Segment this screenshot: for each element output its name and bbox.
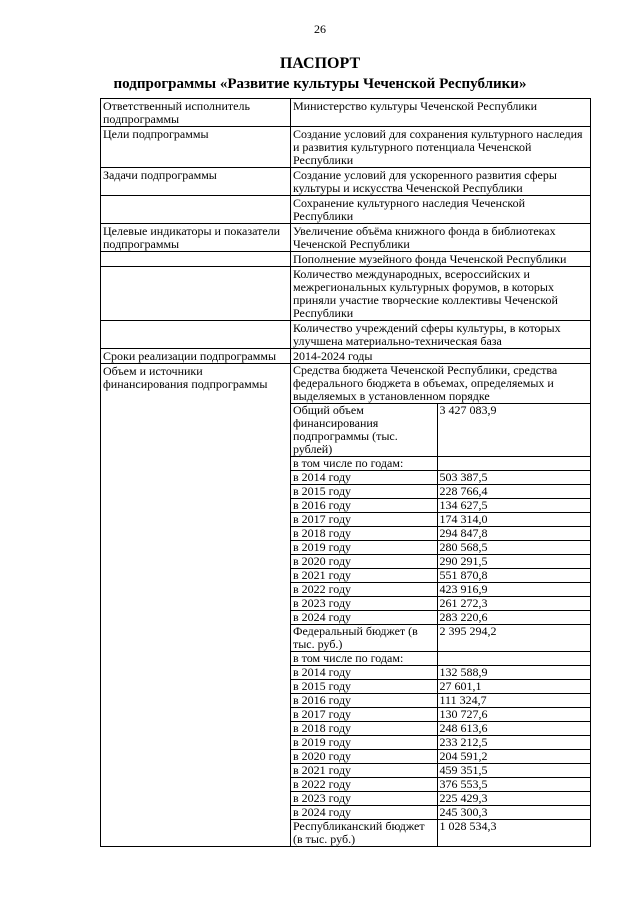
- financing-item: [291, 527, 590, 541]
- row-label: Цели подпрограммы: [101, 127, 291, 168]
- financing-item: [291, 736, 590, 750]
- financing-item-value: 27 601,1: [437, 680, 590, 694]
- financing-item: [291, 778, 590, 792]
- financing-item-label: в 2023 году: [291, 597, 437, 611]
- financing-item-value: 294 847,8: [437, 527, 590, 541]
- row-label: [101, 267, 291, 321]
- financing-item-label: в 2019 году: [291, 736, 437, 750]
- financing-item-label: в 2017 году: [291, 708, 437, 722]
- financing-item: [291, 555, 590, 569]
- financing-label: Объем и источники финансирования подпрограммы: [101, 364, 291, 847]
- financing-item-label: в 2018 году: [291, 722, 437, 736]
- page-number: 26: [314, 22, 326, 36]
- row-value: Пополнение музейного фонда Чеченской Республики: [291, 252, 591, 267]
- financing-detail: [291, 364, 591, 847]
- financing-item-value: 228 766,4: [437, 485, 590, 499]
- financing-item: [291, 806, 590, 820]
- row-value: Количество международных, всероссийских и межрегиональных культурных форумов, в которых приняли участие творческие коллективы Чеченской Республики: [291, 267, 591, 321]
- financing-item: [291, 541, 590, 555]
- financing-item-label: в том числе по годам:: [291, 457, 437, 471]
- financing-item: [291, 680, 590, 694]
- row-label: [101, 196, 291, 224]
- financing-item-value: [437, 652, 590, 666]
- financing-item-value: 204 591,2: [437, 750, 590, 764]
- financing-item-label: в 2016 году: [291, 694, 437, 708]
- financing-item-label: в 2015 году: [291, 680, 437, 694]
- financing-item-value: 248 613,6: [437, 722, 590, 736]
- row-label: Задачи подпрограммы: [101, 168, 291, 196]
- financing-item-label: в 2018 году: [291, 527, 437, 541]
- financing-item-label: в 2020 году: [291, 750, 437, 764]
- financing-item-value: 290 291,5: [437, 555, 590, 569]
- row-value: Сохранение культурного наследия Чеченской Республики: [291, 196, 591, 224]
- passport-row: [101, 127, 591, 168]
- financing-item-value: 503 387,5: [437, 471, 590, 485]
- financing-item: [291, 513, 590, 527]
- financing-table: [291, 364, 590, 846]
- passport-row: [101, 224, 591, 252]
- financing-item-value: 2 395 294,2: [437, 625, 590, 652]
- financing-item-value: 261 272,3: [437, 597, 590, 611]
- row-label: [101, 252, 291, 267]
- financing-item-value: 130 727,6: [437, 708, 590, 722]
- financing-item-value: 551 870,8: [437, 569, 590, 583]
- financing-item-value: 283 220,6: [437, 611, 590, 625]
- financing-item-value: 459 351,5: [437, 764, 590, 778]
- financing-item: [291, 597, 590, 611]
- row-label: Целевые индикаторы и показатели подпрограммы: [101, 224, 291, 252]
- passport-row: [101, 267, 591, 321]
- financing-item-value: 280 568,5: [437, 541, 590, 555]
- row-label: [101, 321, 291, 349]
- financing-item-value: 233 212,5: [437, 736, 590, 750]
- financing-item-value: 111 324,7: [437, 694, 590, 708]
- financing-item: [291, 611, 590, 625]
- financing-item-label: в 2017 году: [291, 513, 437, 527]
- financing-item: [291, 764, 590, 778]
- financing-item: [291, 722, 590, 736]
- document-title: ПАСПОРТ: [279, 55, 361, 72]
- passport-row: [101, 196, 591, 224]
- financing-intro: Средства бюджета Чеченской Республики, средства федерального бюджета в объемах, определяемых и выделяемых в установленном порядке: [291, 364, 590, 404]
- financing-item-label: в 2021 году: [291, 569, 437, 583]
- financing-item-label: в 2014 году: [291, 471, 437, 485]
- document-subtitle: подпрограммы «Развитие культуры Чеченской Республики»: [113, 76, 527, 92]
- financing-item-label: в 2021 году: [291, 764, 437, 778]
- financing-item-label: в 2020 году: [291, 555, 437, 569]
- financing-item-label: в 2019 году: [291, 541, 437, 555]
- financing-item: [291, 694, 590, 708]
- financing-item-label: в том числе по годам:: [291, 652, 437, 666]
- financing-item-label: в 2023 году: [291, 792, 437, 806]
- passport-row: [101, 168, 591, 196]
- financing-item-value: 3 427 083,9: [437, 404, 590, 457]
- financing-item: [291, 569, 590, 583]
- financing-item-value: 225 429,3: [437, 792, 590, 806]
- financing-item-value: 132 588,9: [437, 666, 590, 680]
- financing-item: [291, 583, 590, 597]
- passport-row: [101, 349, 591, 364]
- financing-item: [291, 792, 590, 806]
- financing-item-value: 174 314,0: [437, 513, 590, 527]
- financing-item-label: в 2024 году: [291, 611, 437, 625]
- financing-item-value: [437, 457, 590, 471]
- financing-item: [291, 666, 590, 680]
- financing-item-label: Федеральный бюджет (в тыс. руб.): [291, 625, 437, 652]
- financing-item-value: 245 300,3: [437, 806, 590, 820]
- passport-table: [100, 98, 591, 847]
- row-label: Сроки реализации подпрограммы: [101, 349, 291, 364]
- financing-item-label: в 2014 году: [291, 666, 437, 680]
- row-value: 2014-2024 годы: [291, 349, 591, 364]
- financing-item: [291, 471, 590, 485]
- row-value: Создание условий для сохранения культурного наследия и развития культурного потенциала Чеченской Республики: [291, 127, 591, 168]
- financing-item-label: Общий объем финансирования подпрограммы (тыс. рублей): [291, 404, 437, 457]
- financing-item-label: в 2022 году: [291, 583, 437, 597]
- financing-item: [291, 652, 590, 666]
- financing-row: [101, 364, 591, 847]
- financing-item: [291, 404, 590, 457]
- row-value: Министерство культуры Чеченской Республики: [291, 99, 591, 127]
- financing-item-value: 1 028 534,3: [437, 820, 590, 847]
- financing-item: [291, 625, 590, 652]
- financing-item: [291, 820, 590, 847]
- row-value: Количество учреждений сферы культуры, в которых улучшена материально-техническая база: [291, 321, 591, 349]
- financing-item: [291, 457, 590, 471]
- financing-item-value: 423 916,9: [437, 583, 590, 597]
- passport-row: [101, 321, 591, 349]
- passport-row: [101, 99, 591, 127]
- row-value: Создание условий для ускоренного развития сферы культуры и искусства Чеченской Республики: [291, 168, 591, 196]
- financing-item-value: 134 627,5: [437, 499, 590, 513]
- row-value: Увеличение объёма книжного фонда в библиотеках Чеченской Республики: [291, 224, 591, 252]
- financing-item-label: Республиканский бюджет (в тыс. руб.): [291, 820, 437, 847]
- financing-item-label: в 2024 году: [291, 806, 437, 820]
- financing-item-label: в 2016 году: [291, 499, 437, 513]
- financing-item-label: в 2015 году: [291, 485, 437, 499]
- financing-item: [291, 750, 590, 764]
- financing-item-label: в 2022 году: [291, 778, 437, 792]
- financing-item: [291, 485, 590, 499]
- financing-item: [291, 708, 590, 722]
- financing-item: [291, 499, 590, 513]
- financing-item-value: 376 553,5: [437, 778, 590, 792]
- row-label: Ответственный исполнитель подпрограммы: [101, 99, 291, 127]
- passport-table-body: [101, 99, 591, 847]
- passport-row: [101, 252, 591, 267]
